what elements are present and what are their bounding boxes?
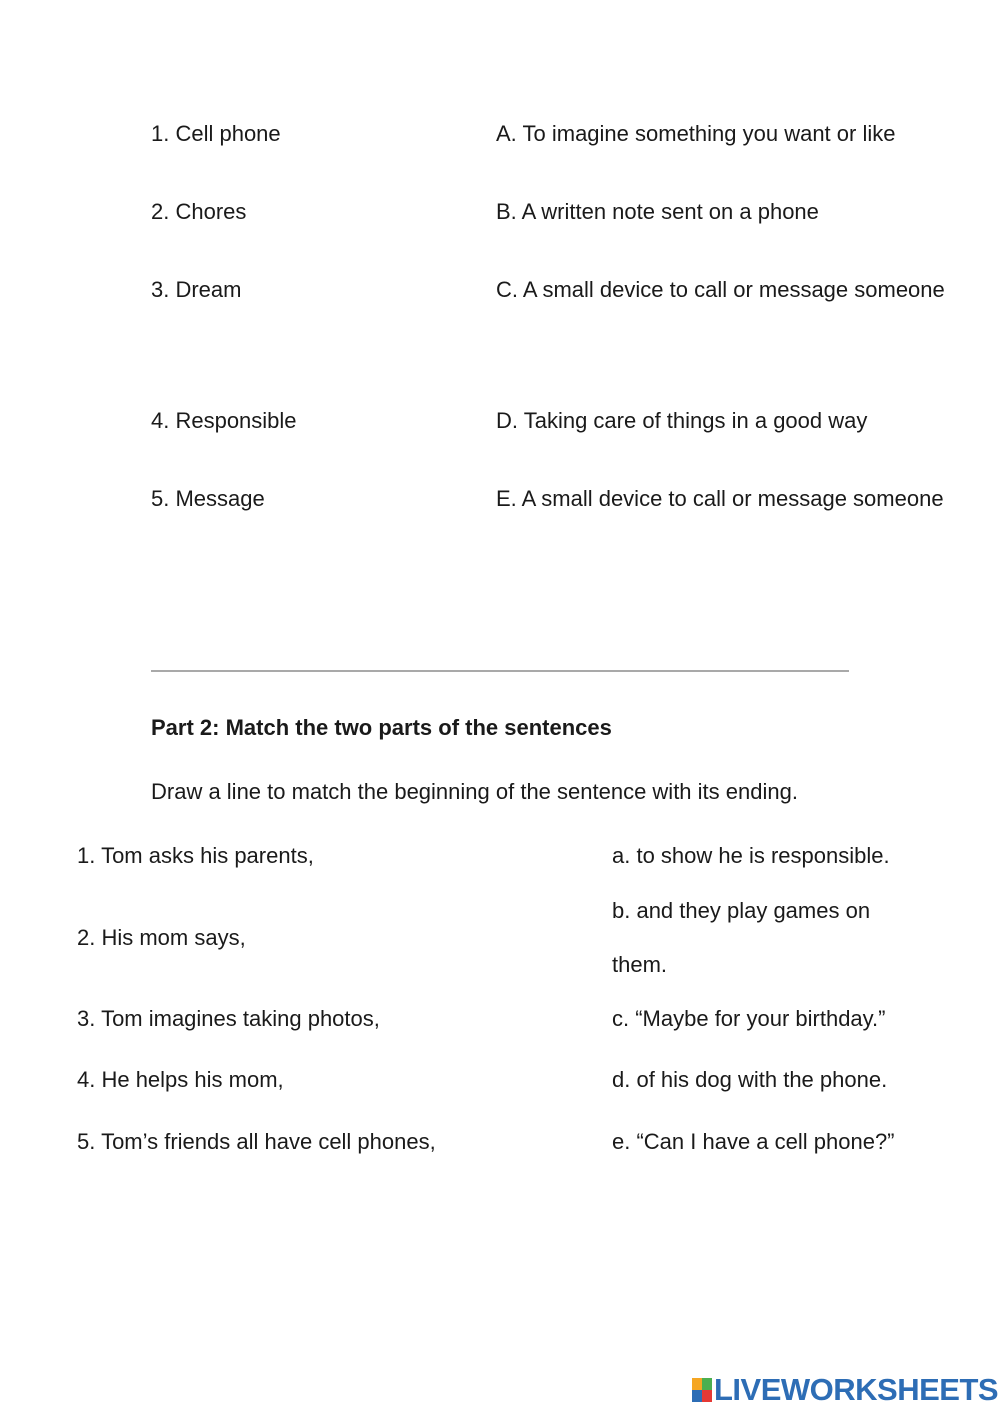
logo-block — [692, 1378, 702, 1390]
sentence-beginning: 4. He helps his mom, — [77, 1067, 284, 1092]
liveworksheets-logo[interactable] — [692, 1374, 998, 1406]
section-divider — [151, 670, 849, 672]
word-item: 2. Chores — [151, 199, 247, 224]
sentence-beginning: 2. His mom says, — [77, 925, 246, 950]
logo-text: LIVEWORKSHEETS — [714, 1372, 999, 1407]
logo-block — [692, 1390, 702, 1402]
logo-blocks-icon — [692, 1378, 712, 1402]
logo-block — [702, 1390, 712, 1402]
sentence-ending: b. and they play games on — [612, 898, 871, 923]
sentence-ending: e. “Can I have a cell phone?” — [612, 1129, 895, 1154]
logo-block — [702, 1378, 712, 1390]
part2-title: Part 2: Match the two parts of the sentences — [151, 715, 612, 740]
definition-item: B. A written note sent on a phone — [496, 199, 819, 224]
word-item: 1. Cell phone — [151, 121, 281, 146]
sentence-ending: c. “Maybe for your birthday.” — [612, 1006, 886, 1031]
sentence-beginning: 5. Tom’s friends all have cell phones, — [77, 1129, 436, 1154]
definition-item: D. Taking care of things in a good way — [496, 408, 868, 433]
sentence-ending: a. to show he is responsible. — [612, 843, 890, 868]
sentence-ending-continued: them. — [612, 952, 668, 977]
sentence-beginning: 3. Tom imagines taking photos, — [77, 1006, 380, 1031]
word-item: 3. Dream — [151, 277, 242, 302]
definition-item: E. A small device to call or message someone — [496, 486, 944, 511]
sentence-ending: d. of his dog with the phone. — [612, 1067, 888, 1092]
word-item: 4. Responsible — [151, 408, 297, 433]
part2-instruction: Draw a line to match the beginning of the sentence with its ending. — [151, 779, 798, 804]
sentence-beginning: 1. Tom asks his parents, — [77, 843, 314, 868]
word-item: 5. Message — [151, 486, 265, 511]
definition-item: A. To imagine something you want or like — [496, 121, 896, 146]
definition-item: C. A small device to call or message someone — [496, 277, 945, 302]
